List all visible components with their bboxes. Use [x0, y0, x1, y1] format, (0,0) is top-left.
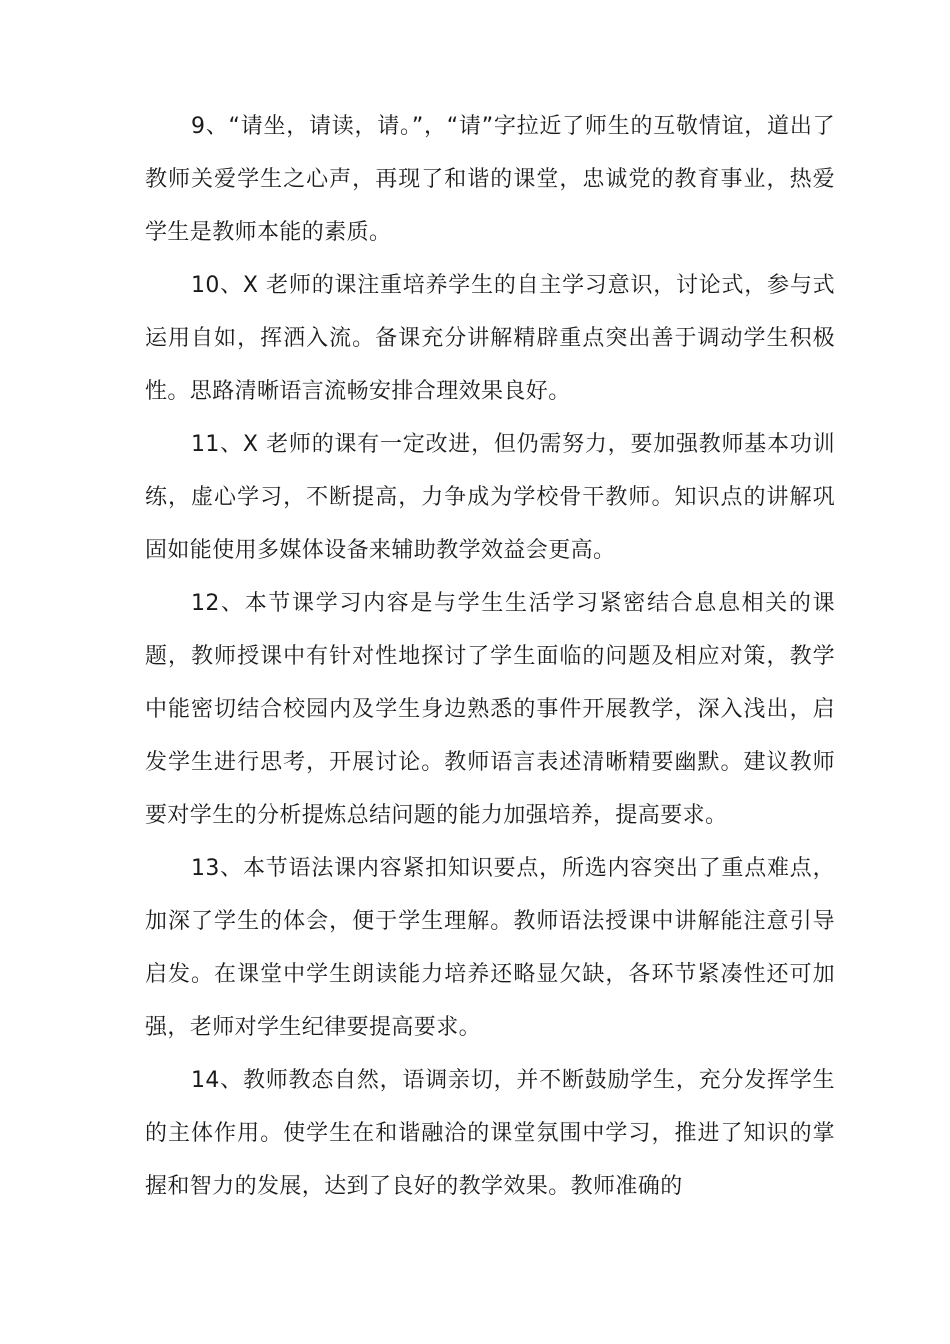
paragraph-12: 12、本节课学习内容是与学生生活学习紧密结合息息相关的课题，教师授课中有针对性地探讨了学生面临的问题及相应对策，教学中能密切结合校园内及学生身边熟悉的事件开展教学，深入浅出，启发学生进行思考，开展讨论。教师语言表述清晰精要幽默。建议教师要对学生的分析提炼总结问题的能力加强培养，提高要求。 — [145, 591, 835, 828]
paragraph-14: 14、教师教态自然，语调亲切，并不断鼓励学生，充分发挥学生的主体作用。使学生在和谐融洽的课堂氛围中学习，推进了知识的掌握和智力的发展，达到了良好的教学效果。教师准确的 — [145, 1068, 835, 1199]
paragraph-11: 11、X 老师的课有一定改进，但仍需努力，要加强教师基本功训练，虚心学习，不断提高，力争成为学校骨干教师。知识点的讲解巩固如能使用多媒体设备来辅助教学效益会更高。 — [145, 432, 835, 563]
paragraph-9: 9、“请坐，请读，请。”，“请”字拉近了师生的互敬情谊，道出了教师关爱学生之心声，再现了和谐的课堂，忠诚党的教育事业，热爱学生是教师本能的素质。 — [145, 114, 835, 245]
paragraph-10: 10、X 老师的课注重培养学生的自主学习意识，讨论式，参与式运用自如，挥洒入流。备课充分讲解精辟重点突出善于调动学生积极性。思路清晰语言流畅安排合理效果良好。 — [145, 273, 835, 404]
paragraph-13: 13、本节语法课内容紧扣知识要点，所选内容突出了重点难点，加深了学生的体会，便于学生理解。教师语法授课中讲解能注意引导启发。在课堂中学生朗读能力培养还略显欠缺，各环节紧凑性还可加强，老师对学生纪律要提高要求。 — [145, 856, 835, 1040]
document-page — [145, 100, 835, 1213]
